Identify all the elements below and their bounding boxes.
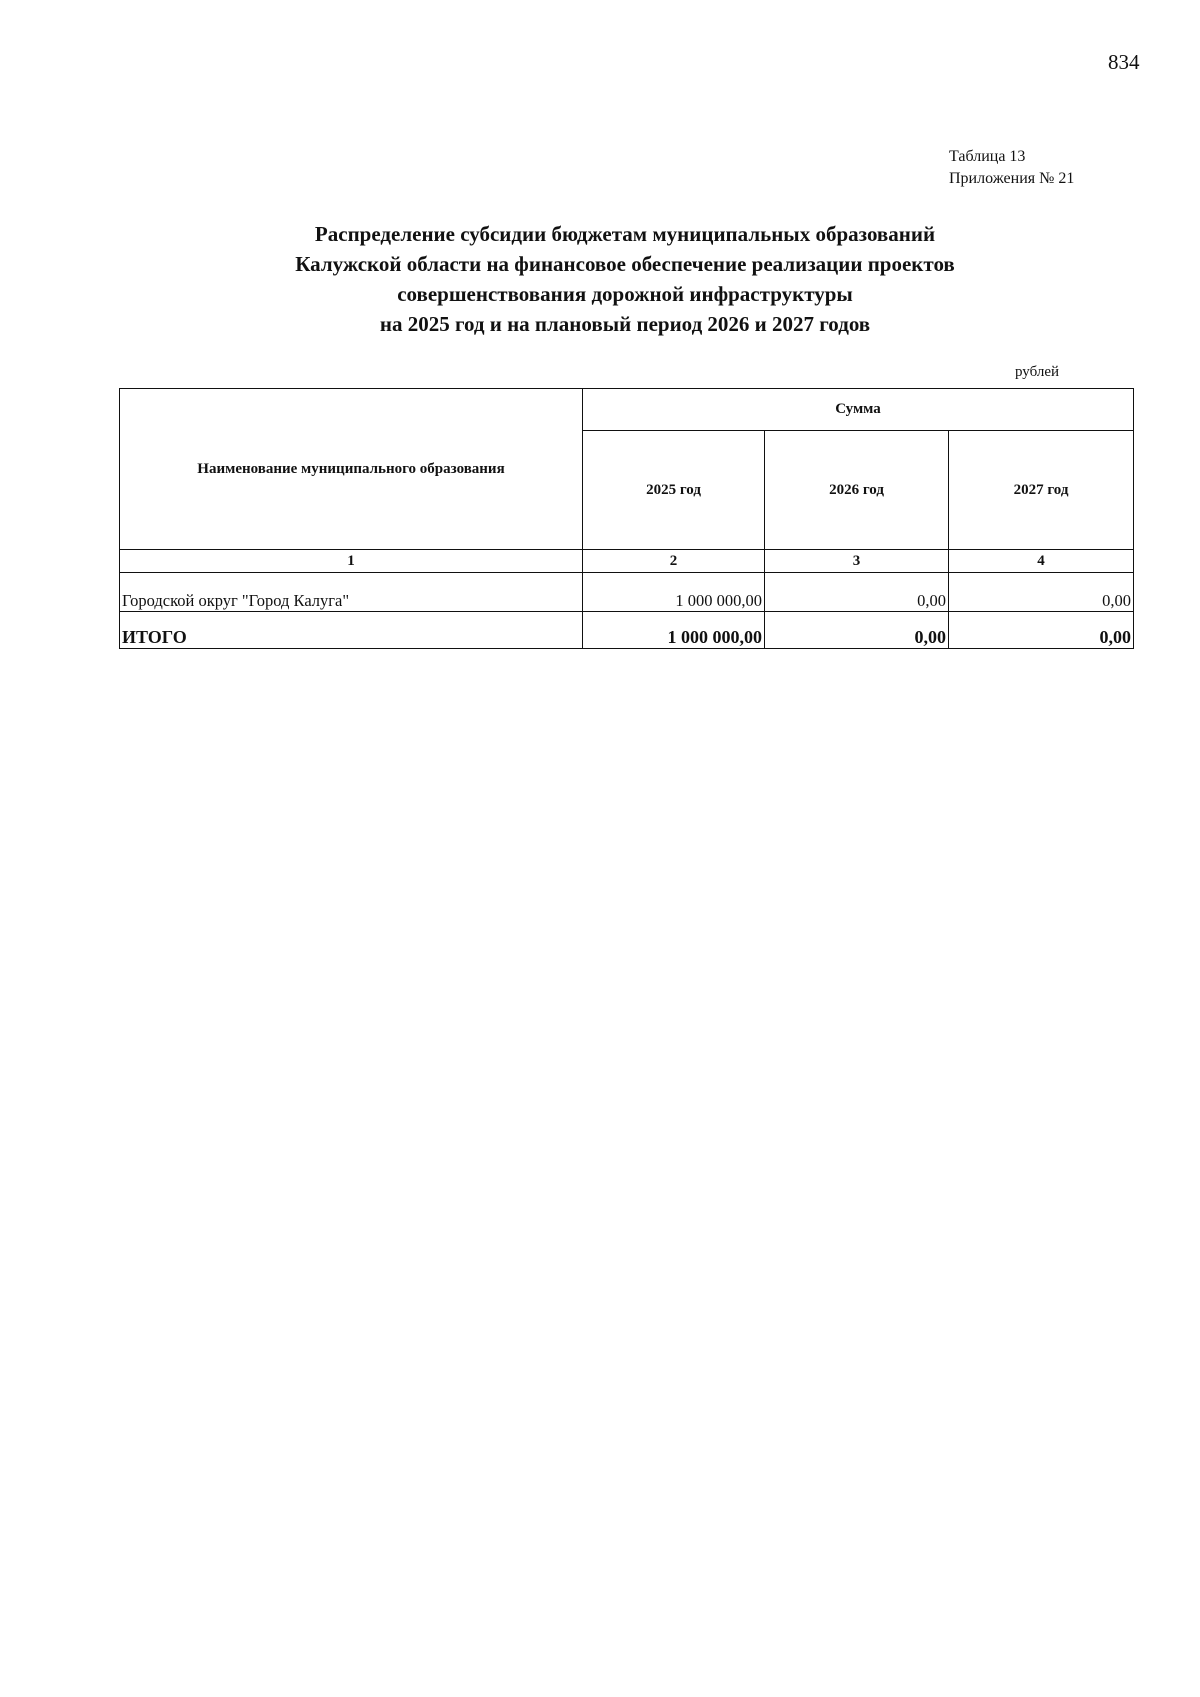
amount-2025: 1 000 000,00: [583, 573, 765, 612]
year-header: 2025 год: [583, 431, 765, 550]
title-line: Распределение субсидии бюджетам муниципальных образований: [314, 222, 936, 246]
sum-column-header: Сумма: [583, 389, 1134, 431]
title-line: на 2025 год и на плановый период 2026 и 2027 годов: [379, 312, 871, 336]
column-number: 2: [583, 550, 765, 573]
table-row: [120, 573, 1134, 612]
column-number-row: [120, 550, 1134, 573]
total-2026: 0,00: [765, 612, 949, 649]
total-label: ИТОГО: [120, 612, 583, 649]
table-label: Таблица 13: [949, 148, 1026, 165]
title-line: совершенствования дорожной инфраструктуры: [397, 282, 853, 306]
column-number: 4: [949, 550, 1134, 573]
subsidy-table: [119, 388, 1134, 649]
total-2025: 1 000 000,00: [583, 612, 765, 649]
amount-2026: 0,00: [765, 573, 949, 612]
year-header: 2026 год: [765, 431, 949, 550]
document-title: [120, 219, 1130, 339]
column-number: 1: [120, 550, 583, 573]
year-header: 2027 год: [949, 431, 1134, 550]
attachment-label: Приложения № 21: [949, 170, 1075, 187]
column-number: 3: [765, 550, 949, 573]
municipality-name: Городской округ "Город Калуга": [120, 573, 583, 612]
header-row: [120, 389, 1134, 431]
amount-2027: 0,00: [949, 573, 1134, 612]
total-2027: 0,00: [949, 612, 1134, 649]
appendix-reference: [949, 146, 1074, 190]
page-number: 834: [1108, 50, 1140, 74]
units-label: рублей: [1015, 364, 1060, 380]
title-line: Калужской области на финансовое обеспечение реализации проектов: [295, 252, 955, 276]
total-row: [120, 612, 1134, 649]
name-column-header: Наименование муниципального образования: [120, 389, 583, 550]
